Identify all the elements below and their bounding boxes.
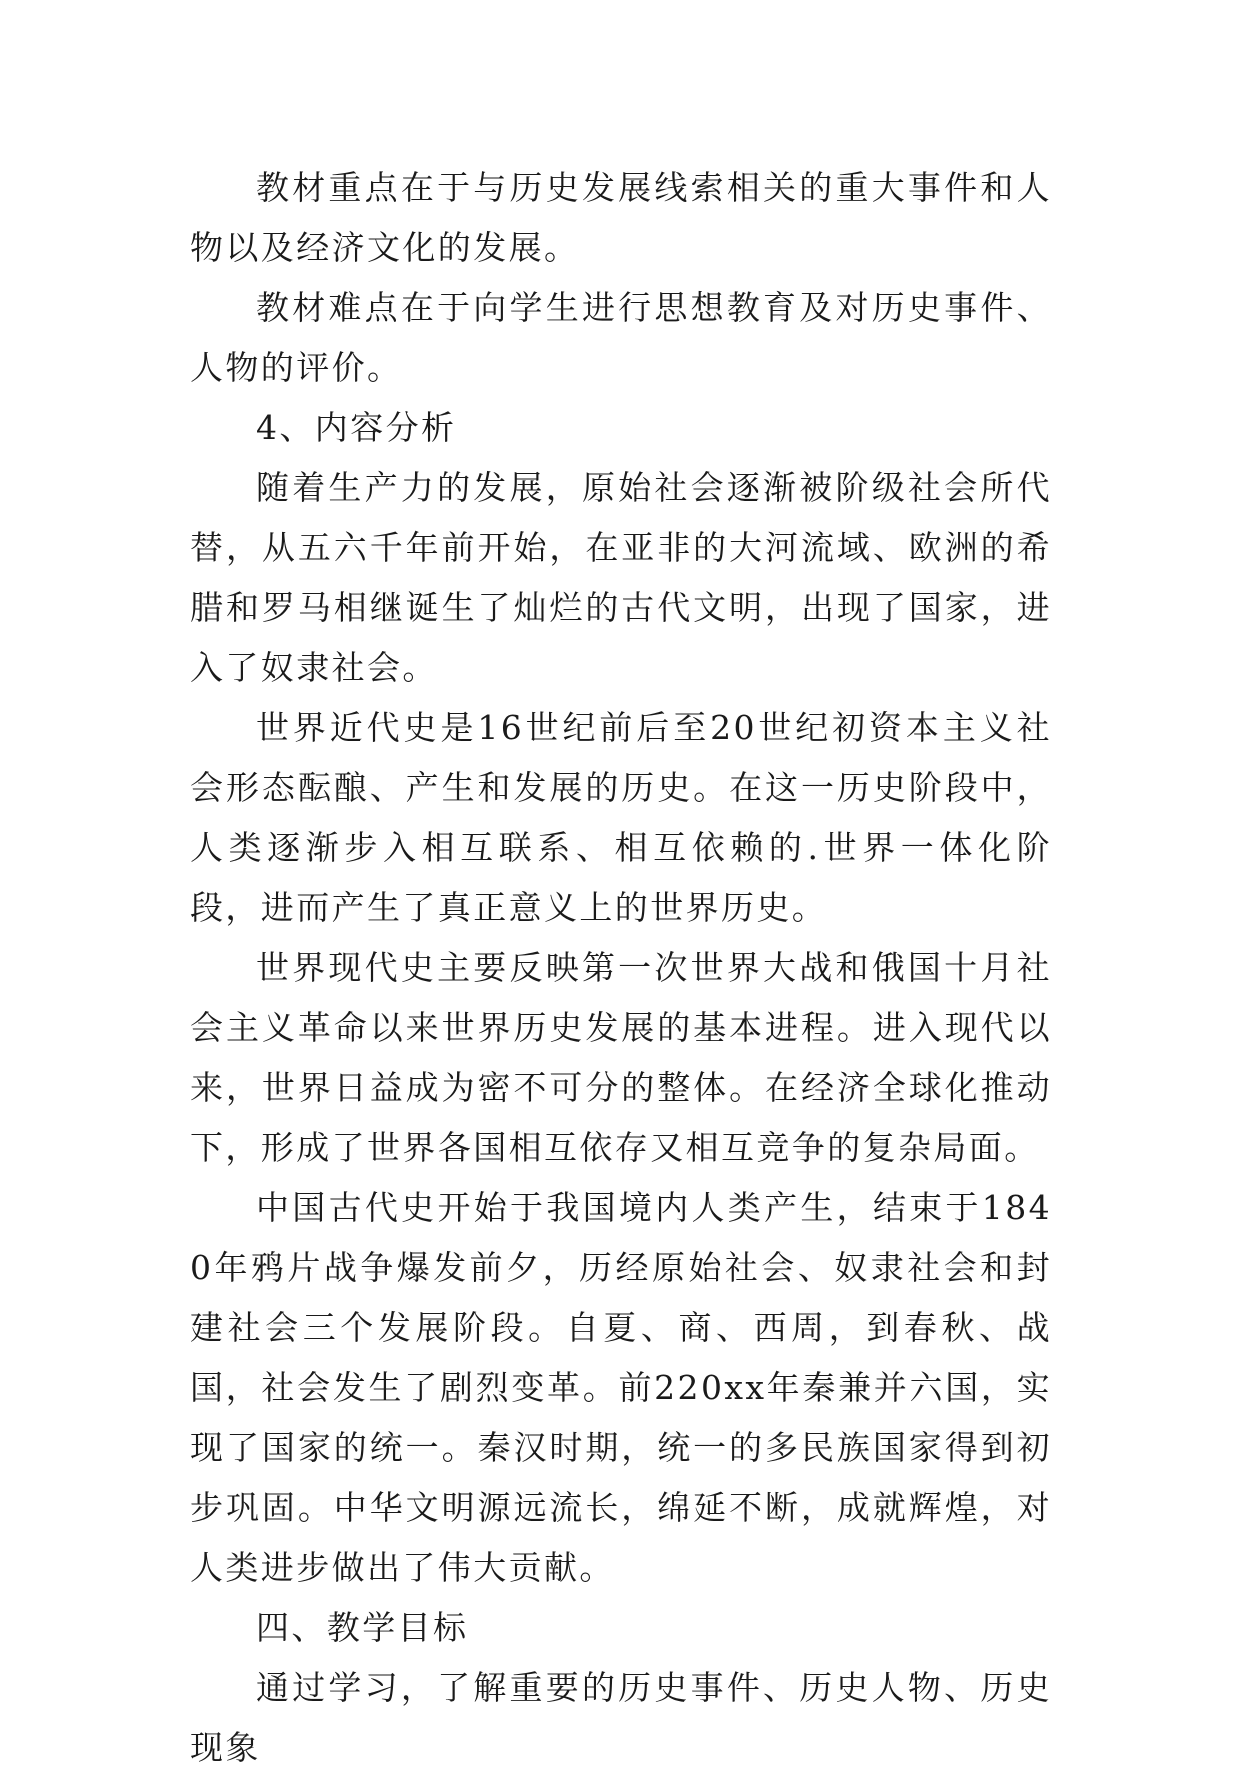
paragraph-modern-world: 世界近代史是16世纪前后至20世纪初资本主义社会形态酝酿、产生和发展的历史。在这一历史阶段中，人类逐渐步入相互联系、相互依赖的.世界一体化阶段，进而产生了真正意义上的世界历史。 — [190, 708, 1052, 927]
paragraph-difficult-points: 教材难点在于向学生进行思想教育及对历史事件、人物的评价。 — [190, 288, 1052, 387]
paragraph-goals-start: 通过学习，了解重要的历史事件、历史人物、历史现象 — [190, 1668, 1052, 1767]
document-body — [190, 158, 1052, 1778]
section-heading-teaching-goals: 四、教学目标 — [256, 1608, 469, 1647]
paragraph-ancient-world: 随着生产力的发展，原始社会逐渐被阶级社会所代替，从五六千年前开始，在亚非的大河流域、欧洲的希腊和罗马相继诞生了灿烂的古代文明，出现了国家，进入了奴隶社会。 — [190, 468, 1052, 687]
paragraph-key-points: 教材重点在于与历史发展线索相关的重大事件和人物以及经济文化的发展。 — [190, 168, 1052, 267]
paragraph-ancient-china: 中国古代史开始于我国境内人类产生，结束于1840年鸦片战争爆发前夕，历经原始社会、奴隶社会和封建社会三个发展阶段。自夏、商、西周，到春秋、战国，社会发生了剧烈变革。前220xx年秦兼并六国，实现了国家的统一。秦汉时期，统一的多民族国家得到初步巩固。中华文明源远流长，绵延不断，成就辉煌，对人类进步做出了伟大贡献。 — [190, 1188, 1052, 1587]
paragraph-contemporary-world: 世界现代史主要反映第一次世界大战和俄国十月社会主义革命以来世界历史发展的基本进程。进入现代以来，世界日益成为密不可分的整体。在经济全球化推动下，形成了世界各国相互依存又相互竞争的复杂局面。 — [190, 948, 1052, 1167]
section-heading-content-analysis: 4、内容分析 — [256, 408, 457, 447]
